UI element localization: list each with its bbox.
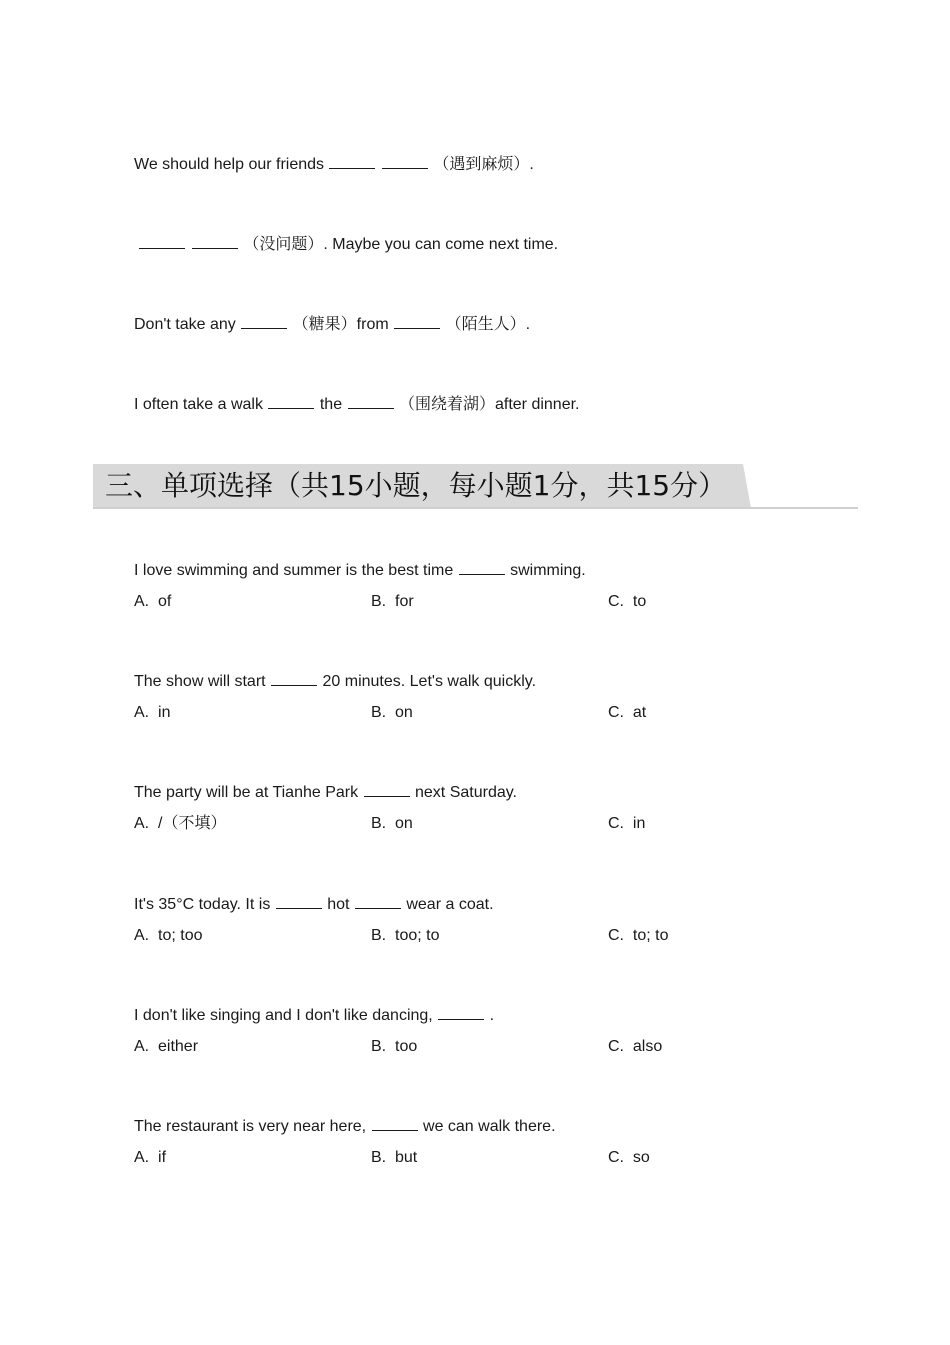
fill-in-question-2 <box>134 234 558 255</box>
answer-blank[interactable] <box>355 894 401 909</box>
options-row <box>134 814 834 834</box>
question-stem: I love swimming and summer is the best time swimming. <box>134 562 586 579</box>
option-c[interactable]: C. to <box>608 593 647 610</box>
option-a[interactable]: A. if <box>134 1149 167 1166</box>
question-stem: The show will start 20 minutes. Let's walk quickly. <box>134 673 537 690</box>
option-a[interactable]: A. to; too <box>134 927 203 944</box>
question-stem: I don't like singing and I don't like dancing, . <box>134 1007 495 1024</box>
option-b[interactable]: B. too <box>371 1038 418 1055</box>
answer-blank[interactable] <box>329 154 375 169</box>
option-b[interactable]: B. but <box>371 1149 418 1166</box>
answer-blank[interactable] <box>276 894 322 909</box>
text: We should help our friends <box>134 156 329 173</box>
answer-blank[interactable] <box>459 560 505 575</box>
text <box>186 236 190 253</box>
section-header-rule <box>93 507 858 509</box>
option-b[interactable]: B. for <box>371 593 414 610</box>
answer-blank[interactable] <box>271 671 317 686</box>
text: （陌生人）. <box>441 316 531 333</box>
option-a[interactable]: A. of <box>134 593 172 610</box>
fill-in-question-4 <box>134 394 580 415</box>
text: （遇到麻烦）. <box>428 156 534 173</box>
answer-blank[interactable] <box>348 394 394 409</box>
text <box>134 236 138 253</box>
option-c[interactable]: C. in <box>608 815 646 832</box>
answer-blank[interactable] <box>139 234 185 249</box>
text: Don't take any <box>134 316 241 333</box>
options-row <box>134 703 834 723</box>
answer-blank[interactable] <box>382 154 428 169</box>
fill-in-question-1 <box>134 154 534 175</box>
answer-blank[interactable] <box>241 314 287 329</box>
choice-question-1 <box>134 560 834 612</box>
answer-blank[interactable] <box>268 394 314 409</box>
option-c[interactable]: C. to; to <box>608 927 669 944</box>
section-header <box>93 464 858 510</box>
options-row <box>134 926 834 946</box>
answer-blank[interactable] <box>192 234 238 249</box>
choice-question-3 <box>134 782 834 834</box>
option-c[interactable]: C. also <box>608 1038 663 1055</box>
option-c[interactable]: C. at <box>608 704 647 721</box>
fill-in-question-3 <box>134 314 530 335</box>
answer-blank[interactable] <box>438 1005 484 1020</box>
options-row <box>134 1037 834 1057</box>
section-title: 三、单项选择（共15小题，每小题1分，共15分） <box>105 469 727 502</box>
option-a[interactable]: A. either <box>134 1038 199 1055</box>
option-a[interactable]: A. /（不填） <box>134 815 227 832</box>
answer-blank[interactable] <box>364 782 410 797</box>
text: I often take a walk <box>134 396 268 413</box>
question-stem: The restaurant is very near here, we can walk there. <box>134 1118 556 1135</box>
text: the <box>315 396 347 413</box>
question-stem: The party will be at Tianhe Park next Saturday. <box>134 784 517 801</box>
answer-blank[interactable] <box>394 314 440 329</box>
text <box>376 156 380 173</box>
choice-question-2 <box>134 671 834 723</box>
question-stem: It's 35°C today. It is hot wear a coat. <box>134 896 494 913</box>
option-c[interactable]: C. so <box>608 1149 650 1166</box>
answer-blank[interactable] <box>372 1116 418 1131</box>
choice-question-6 <box>134 1116 834 1168</box>
option-b[interactable]: B. on <box>371 704 413 721</box>
option-a[interactable]: A. in <box>134 704 171 721</box>
option-b[interactable]: B. on <box>371 815 413 832</box>
text: （没问题）. Maybe you can come next time. <box>238 236 559 253</box>
choice-question-5 <box>134 1005 834 1057</box>
options-row <box>134 1148 834 1168</box>
options-row <box>134 592 834 612</box>
text: （糖果）from <box>288 316 394 333</box>
choice-question-4 <box>134 894 834 946</box>
option-b[interactable]: B. too; to <box>371 927 440 944</box>
text: （围绕着湖）after dinner. <box>394 396 580 413</box>
